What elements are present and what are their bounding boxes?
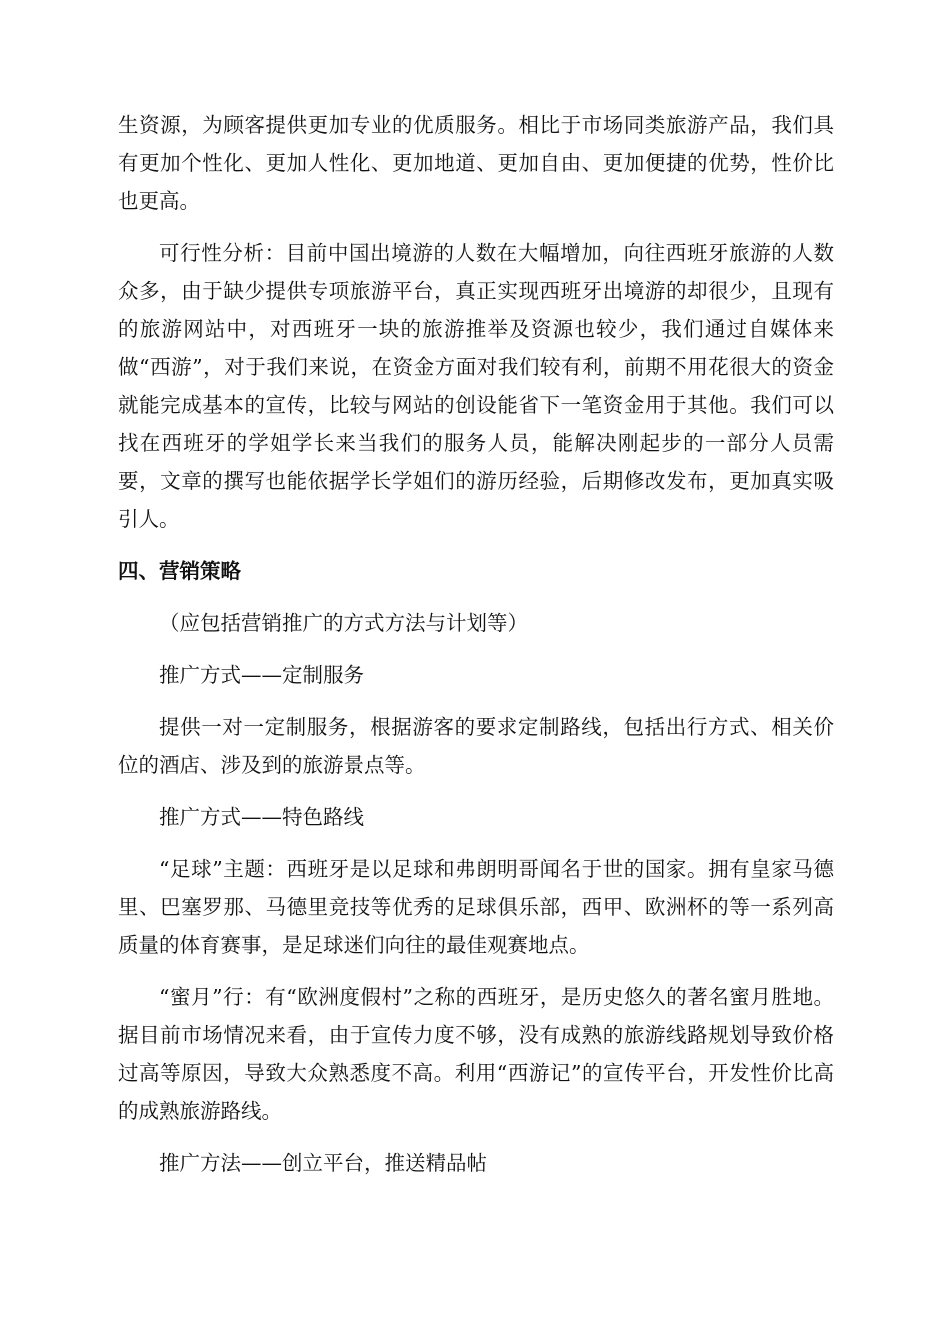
paragraph-feasibility: 可行性分析：目前中国出境游的人数在大幅增加，向往西班牙旅游的人数众多，由于缺少提供专项旅游平台，真正实现西班牙出境游的却很少，且现有的旅游网站中，对西班牙一块的旅游推举及资源也较少，我们通过自媒体来做“西游”，对于我们来说，在资金方面对我们较有利，前期不用花很大的资金就能完成基本的宣传，比较与网站的创设能省下一笔资金用于其他。我们可以找在西班牙的学姐学长来当我们的服务人员，能解决刚起步的一部分人员需要，文章的撰写也能依据学长学姐们的游历经验，后期修改发布，更加真实吸引人。 bbox=[118, 241, 834, 531]
subheading-platform: 推广方法——创立平台，推送精品帖 bbox=[159, 1151, 487, 1175]
section-heading-marketing: 四、营销策略 bbox=[118, 559, 241, 583]
paragraph-honeymoon: “蜜月”行：有“欧洲度假村”之称的西班牙，是历史悠久的著名蜜月胜地。据目前市场情况来看，由于宣传力度不够，没有成熟的旅游线路规划导致价格过高等原因，导致大众熟悉度不高。利用“西游记”的宣传平台，开发性价比高的成熟旅游路线。 bbox=[118, 985, 834, 1123]
document-page bbox=[118, 106, 834, 1196]
subheading-custom-service: 推广方式——定制服务 bbox=[159, 663, 364, 687]
section-note: （应包括营销推广的方式方法与计划等） bbox=[159, 611, 528, 635]
paragraph-football-theme: “足球”主题：西班牙是以足球和弗朗明哥闻名于世的国家。拥有皇家马德里、巴塞罗那、马德里竞技等优秀的足球俱乐部，西甲、欧洲杯的等一系列高质量的体育赛事，是足球迷们向往的最佳观赛地点。 bbox=[118, 857, 834, 957]
paragraph-advantages: 生资源，为顾客提供更加专业的优质服务。相比于市场同类旅游产品，我们具有更加个性化、更加人性化、更加地道、更加自由、更加便捷的优势，性价比也更高。 bbox=[118, 113, 834, 213]
subheading-special-routes: 推广方式——特色路线 bbox=[159, 805, 364, 829]
paragraph-custom-service: 提供一对一定制服务，根据游客的要求定制路线，包括出行方式、相关价位的酒店、涉及到的旅游景点等。 bbox=[118, 715, 834, 777]
